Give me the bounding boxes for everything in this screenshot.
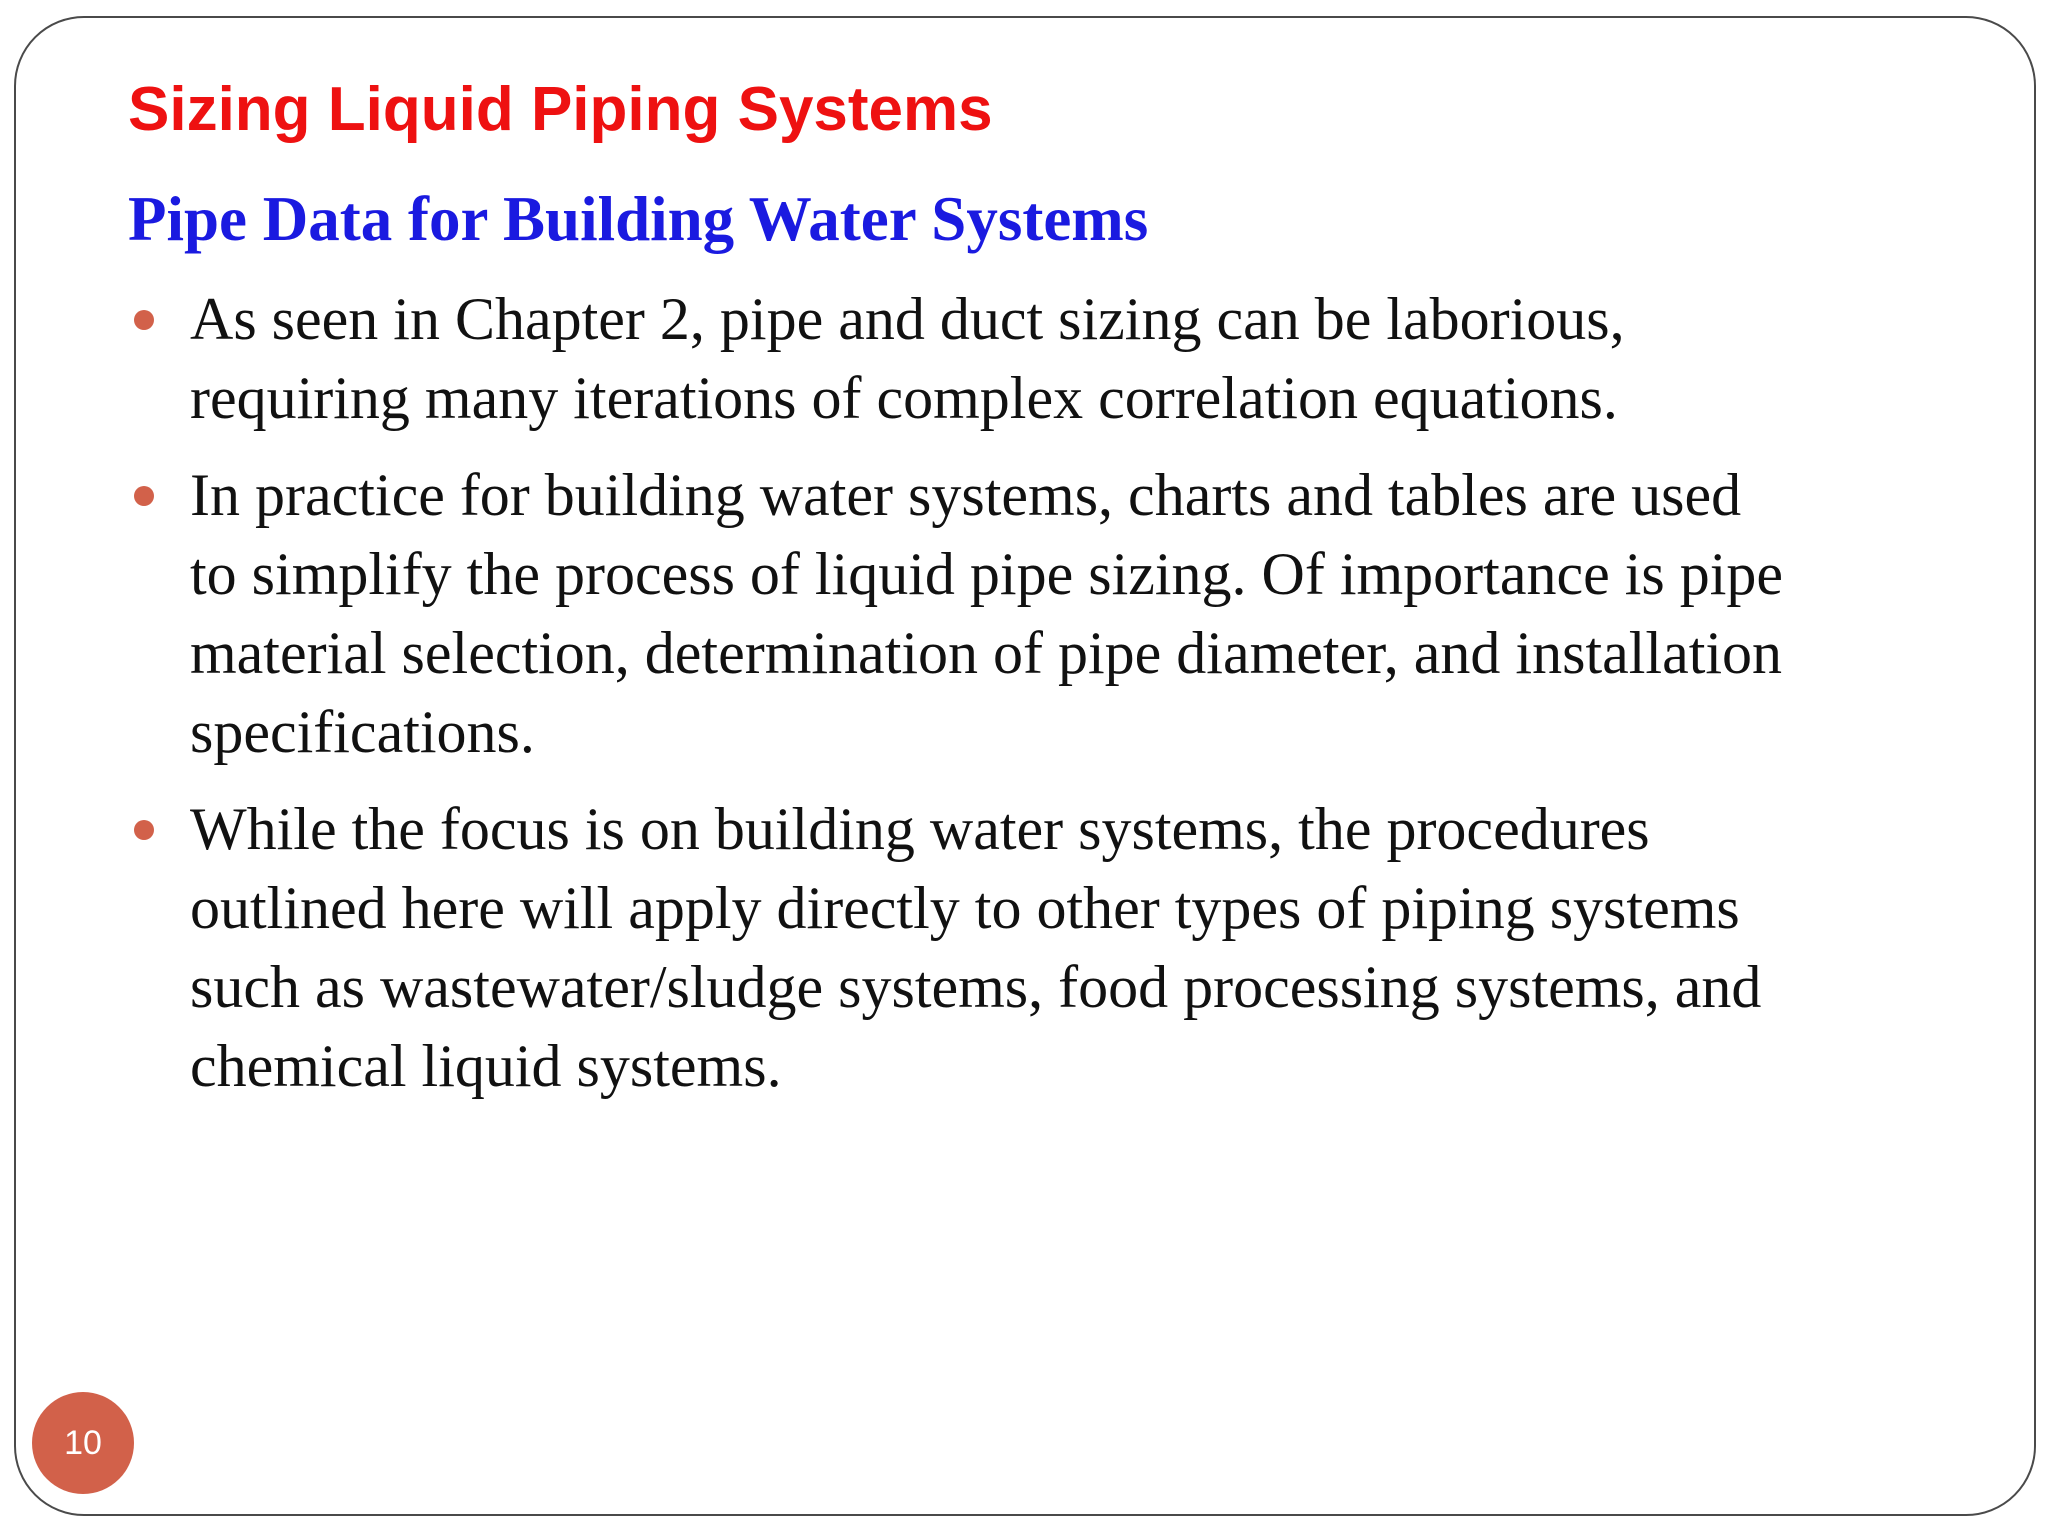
bullet-text: While the focus is on building water systems, the procedures outlined here will apply directly to other types of piping systems such as wastewater/sludge systems, food processing systems, and chemical liquid systems.: [190, 796, 1762, 1099]
page-number-badge: 10: [32, 1392, 134, 1494]
bullet-dot-icon: [134, 820, 154, 840]
bullet-dot-icon: [134, 310, 154, 330]
bullet-text: As seen in Chapter 2, pipe and duct sizing can be laborious, requiring many iterations of complex correlation equations.: [190, 286, 1625, 431]
bullet-item: [130, 280, 1950, 438]
slide-title: Sizing Liquid Piping Systems: [128, 75, 993, 144]
slide-subtitle: Pipe Data for Building Water Systems: [128, 184, 1149, 254]
bullet-dot-icon: [134, 486, 154, 506]
bullet-item: [130, 790, 1950, 1106]
bullet-list: [130, 280, 1950, 1124]
bullet-item: [130, 456, 1950, 772]
bullet-text: In practice for building water systems, charts and tables are used to simplify the process of liquid pipe sizing. Of importance is pipe material selection, determination of pipe diameter, and installation specifications.: [190, 462, 1784, 765]
